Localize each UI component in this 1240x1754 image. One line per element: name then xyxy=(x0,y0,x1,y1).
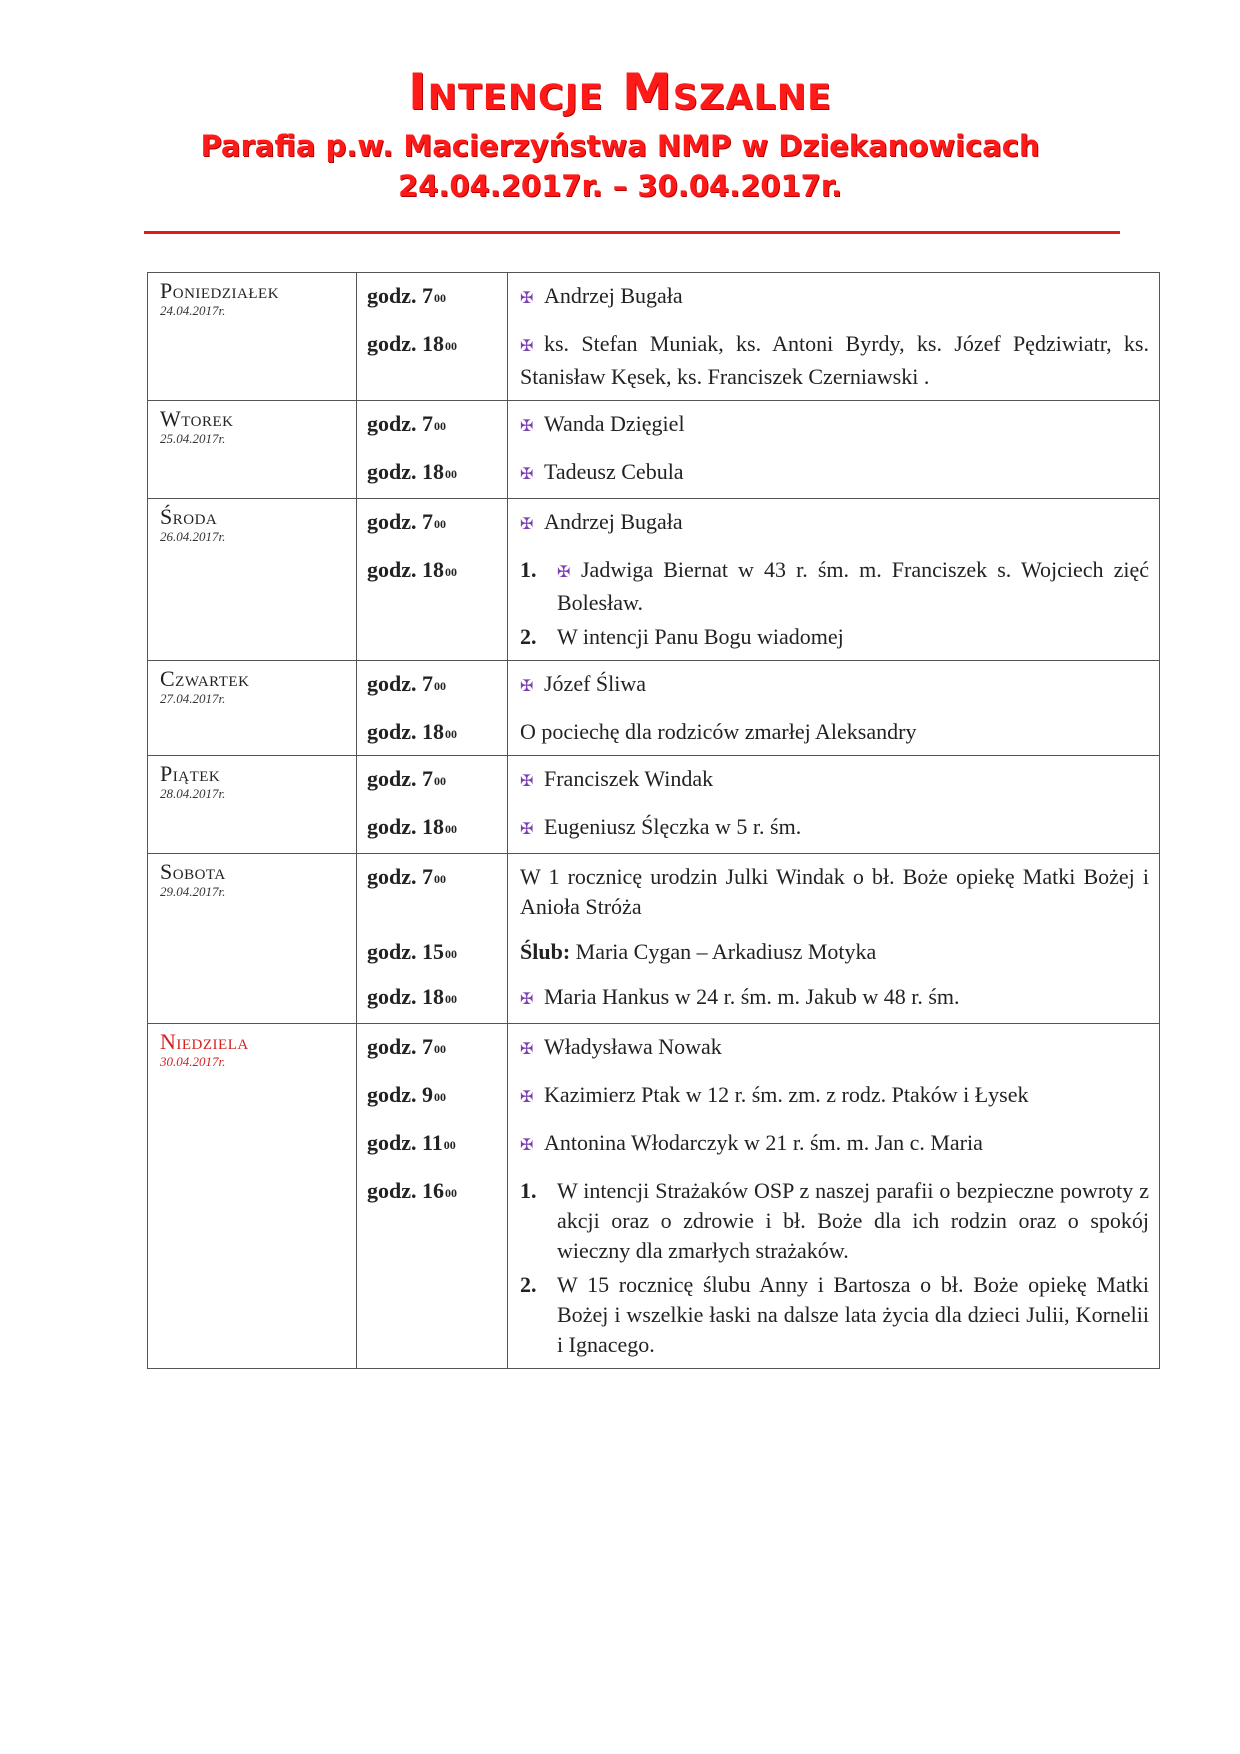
mass-time-minutes: 00 xyxy=(445,947,457,961)
day-date: 25.04.2017r. xyxy=(160,431,226,446)
intention-text-wrap xyxy=(557,1176,1149,1266)
day-date: 28.04.2017r. xyxy=(160,786,226,801)
mass-time-minutes: 00 xyxy=(443,1138,456,1152)
intention-text: Władysława Nowak xyxy=(544,1034,722,1059)
day-name: Sobota xyxy=(160,859,226,884)
day-date: 27.04.2017r. xyxy=(160,691,226,706)
mass-time-minutes: 00 xyxy=(434,1090,446,1104)
intention-number: 1. xyxy=(520,1178,537,1203)
intention-text: Kazimierz Ptak w 12 r. śm. zm. z rodz. Ptaków i Łysek xyxy=(544,1082,1029,1107)
intention-text-wrap xyxy=(520,507,1149,540)
mass-time-minutes: 00 xyxy=(445,467,457,481)
day-name: Poniedziałek xyxy=(160,278,280,303)
intention-item xyxy=(520,1270,1149,1360)
intention-item xyxy=(520,862,1149,922)
day-date: 30.04.2017r. xyxy=(160,1054,226,1069)
intention-text-wrap xyxy=(520,764,1149,797)
mass-time-hour: godz. 16 xyxy=(367,1178,444,1203)
intention-item xyxy=(520,1128,1149,1161)
cross-icon: ✠ xyxy=(520,991,534,1008)
date-range: 24.04.2017r. – 30.04.2017r. xyxy=(398,169,842,203)
intention-text-wrap xyxy=(557,555,1149,618)
intention-item xyxy=(520,982,1149,1015)
mass-time-hour: godz. 7 xyxy=(367,283,433,308)
mass-intentions xyxy=(520,1080,1149,1113)
intention-text-wrap xyxy=(520,1080,1149,1113)
intention-text: Andrzej Bugała xyxy=(544,509,683,534)
day-row xyxy=(148,854,1160,1024)
mass-time xyxy=(367,1128,507,1161)
cross-icon: ✠ xyxy=(520,1089,534,1106)
mass-time-minutes: 00 xyxy=(445,727,457,741)
mass-time-hour: godz. 18 xyxy=(367,984,444,1009)
mass-time-minutes: 00 xyxy=(434,517,446,531)
mass-time-hour: godz. 7 xyxy=(367,1034,433,1059)
mass-time-hour: godz. 7 xyxy=(367,766,433,791)
intentions-cell xyxy=(508,854,1160,1024)
mass-time-minutes: 00 xyxy=(445,339,457,353)
mass-time-minutes: 00 xyxy=(434,291,446,305)
intention-text: Wanda Dzięgiel xyxy=(544,411,685,436)
mass-intentions xyxy=(520,982,1149,1015)
day-row xyxy=(148,661,1160,756)
intention-item xyxy=(520,507,1149,540)
mass-time-minutes: 00 xyxy=(434,872,446,886)
mass-intentions xyxy=(520,555,1149,652)
intention-text: Jadwiga Biernat w 43 r. śm. m. Franciszek s. Wojciech zięć Bolesław. xyxy=(557,557,1149,615)
intentions-cell xyxy=(508,499,1160,661)
intentions-cell xyxy=(508,273,1160,401)
mass-time-hour: godz. 7 xyxy=(367,509,433,534)
intentions-cell xyxy=(508,401,1160,499)
mass-intentions xyxy=(520,1128,1149,1161)
times-cell xyxy=(357,401,508,499)
mass-time xyxy=(367,457,507,490)
mass-time-hour: godz. 11 xyxy=(367,1130,443,1155)
intention-item xyxy=(520,812,1149,845)
cross-icon: ✠ xyxy=(520,1137,534,1154)
intention-text: Maria Cygan – Arkadiusz Motyka xyxy=(575,939,877,964)
mass-time xyxy=(367,1176,507,1360)
intention-number: 1. xyxy=(520,557,537,582)
intention-text-wrap xyxy=(557,1270,1149,1360)
mass-time-minutes: 00 xyxy=(434,1042,446,1056)
day-name: Niedziela xyxy=(160,1029,249,1054)
mass-time-minutes: 00 xyxy=(434,774,446,788)
cross-icon: ✠ xyxy=(520,678,534,695)
intention-text-wrap xyxy=(520,937,1149,967)
intention-item xyxy=(520,937,1149,967)
mass-time xyxy=(367,1032,507,1065)
intention-text: Maria Hankus w 24 r. śm. m. Jakub w 48 r. śm. xyxy=(544,984,960,1009)
mass-time xyxy=(367,862,507,922)
mass-time xyxy=(367,507,507,540)
mass-intentions xyxy=(520,717,1149,747)
day-cell xyxy=(148,1024,357,1369)
mass-intentions xyxy=(520,812,1149,845)
intention-number: 2. xyxy=(520,624,537,649)
day-date: 24.04.2017r. xyxy=(160,303,226,318)
intention-item xyxy=(520,555,1149,618)
cross-icon: ✠ xyxy=(520,290,534,307)
mass-time xyxy=(367,329,507,392)
times-cell xyxy=(357,661,508,756)
mass-time-hour: godz. 18 xyxy=(367,459,444,484)
mass-time xyxy=(367,1080,507,1113)
mass-intentions xyxy=(520,862,1149,922)
day-name: Środa xyxy=(160,504,218,529)
document-title: Intencje Mszalne xyxy=(408,63,832,121)
intention-text-wrap xyxy=(520,329,1149,392)
mass-time xyxy=(367,982,507,1015)
intention-text: Eugeniusz Ślęczka w 5 r. śm. xyxy=(544,814,802,839)
intention-text-wrap xyxy=(520,281,1149,314)
mass-time-minutes: 00 xyxy=(445,1186,457,1200)
mass-intentions xyxy=(520,764,1149,797)
day-row xyxy=(148,756,1160,854)
wedding-label: Ślub: xyxy=(520,939,571,964)
mass-time-hour: godz. 7 xyxy=(367,411,433,436)
intentions-cell xyxy=(508,661,1160,756)
intention-text-wrap xyxy=(520,717,1149,747)
mass-time xyxy=(367,937,507,967)
intention-item xyxy=(520,622,1149,652)
intention-item xyxy=(520,669,1149,702)
intention-item xyxy=(520,1176,1149,1266)
intention-item xyxy=(520,717,1149,747)
mass-intentions xyxy=(520,1032,1149,1065)
intention-item xyxy=(520,1032,1149,1065)
mass-time xyxy=(367,669,507,702)
mass-time-minutes: 00 xyxy=(445,822,457,836)
intention-item xyxy=(520,1080,1149,1113)
mass-time-minutes: 00 xyxy=(434,419,446,433)
intention-text-wrap xyxy=(520,812,1149,845)
mass-time-hour: godz. 7 xyxy=(367,864,433,889)
intention-text: O pociechę dla rodziców zmarłej Aleksandry xyxy=(520,719,917,744)
intention-item xyxy=(520,281,1149,314)
mass-intentions xyxy=(520,409,1149,442)
mass-time xyxy=(367,812,507,845)
mass-intentions xyxy=(520,669,1149,702)
day-row xyxy=(148,401,1160,499)
mass-time-minutes: 00 xyxy=(445,992,457,1006)
day-row xyxy=(148,499,1160,661)
mass-intentions xyxy=(520,937,1149,967)
intention-text: Andrzej Bugała xyxy=(544,283,683,308)
intention-text-wrap xyxy=(557,622,1149,652)
day-date: 29.04.2017r. xyxy=(160,884,226,899)
day-cell xyxy=(148,401,357,499)
intention-text: Antonina Włodarczyk w 21 r. śm. m. Jan c. Maria xyxy=(544,1130,983,1155)
day-cell xyxy=(148,756,357,854)
intention-text-wrap xyxy=(520,862,1149,922)
mass-time xyxy=(367,281,507,314)
mass-time-hour: godz. 18 xyxy=(367,557,444,582)
day-cell xyxy=(148,854,357,1024)
mass-time-hour: godz. 18 xyxy=(367,719,444,744)
day-row xyxy=(148,273,1160,401)
parish-name: Parafia p.w. Macierzyństwa NMP w Dziekanowicach xyxy=(200,129,1040,163)
cross-icon: ✠ xyxy=(520,466,534,483)
times-cell xyxy=(357,1024,508,1369)
times-cell xyxy=(357,854,508,1024)
times-cell xyxy=(357,273,508,401)
intentions-cell xyxy=(508,1024,1160,1369)
mass-time-hour: godz. 18 xyxy=(367,814,444,839)
intention-text: Józef Śliwa xyxy=(544,671,647,696)
intention-text-wrap xyxy=(520,409,1149,442)
intention-text-wrap xyxy=(520,1128,1149,1161)
day-name: Piątek xyxy=(160,761,221,786)
mass-time-minutes: 00 xyxy=(445,565,457,579)
mass-intentions-table xyxy=(147,272,1160,1369)
document-header xyxy=(0,62,1240,206)
intention-item xyxy=(520,764,1149,797)
intention-text-wrap xyxy=(520,982,1149,1015)
mass-time xyxy=(367,409,507,442)
cross-icon: ✠ xyxy=(520,418,534,435)
mass-intentions xyxy=(520,329,1149,392)
intention-text: W intencji Strażaków OSP z naszej parafii o bezpieczne powroty z akcji oraz o zdrowie i bł. Boże dla ich rodzin oraz o spokój wieczny dla zmarłych strażaków. xyxy=(557,1178,1149,1263)
day-cell xyxy=(148,499,357,661)
intention-text: Franciszek Windak xyxy=(544,766,714,791)
cross-icon: ✠ xyxy=(520,773,534,790)
day-cell xyxy=(148,273,357,401)
intention-text-wrap xyxy=(520,457,1149,490)
intention-item xyxy=(520,457,1149,490)
header-divider xyxy=(144,231,1120,234)
mass-time xyxy=(367,717,507,747)
times-cell xyxy=(357,499,508,661)
day-date: 26.04.2017r. xyxy=(160,529,226,544)
intention-text: W intencji Panu Bogu wiadomej xyxy=(557,624,844,649)
intention-item xyxy=(520,329,1149,392)
cross-icon: ✠ xyxy=(520,516,534,533)
day-row xyxy=(148,1024,1160,1369)
cross-icon: ✠ xyxy=(520,338,534,355)
cross-icon: ✠ xyxy=(520,821,534,838)
intentions-cell xyxy=(508,756,1160,854)
intention-text: Tadeusz Cebula xyxy=(544,459,684,484)
day-cell xyxy=(148,661,357,756)
intention-text: W 15 rocznicę ślubu Anny i Bartosza o bł. Boże opiekę Matki Bożej i wszelkie łaski na dalsze lata życia dla dzieci Julii, Kornelii i Ignacego. xyxy=(557,1272,1149,1357)
times-cell xyxy=(357,756,508,854)
mass-time-hour: godz. 15 xyxy=(367,939,444,964)
mass-intentions xyxy=(520,457,1149,490)
intention-item xyxy=(520,409,1149,442)
intention-text: W 1 rocznicę urodzin Julki Windak o bł. Boże opiekę Matki Bożej i Anioła Stróża xyxy=(520,864,1149,919)
cross-icon: ✠ xyxy=(557,564,571,581)
intention-text-wrap xyxy=(520,669,1149,702)
intention-text: ks. Stefan Muniak, ks. Antoni Byrdy, ks. Józef Pędziwiatr, ks. Stanisław Kęsek, ks. Franciszek Czerniawski . xyxy=(520,331,1149,389)
mass-intentions xyxy=(520,1176,1149,1360)
intention-text-wrap xyxy=(520,1032,1149,1065)
mass-time xyxy=(367,764,507,797)
mass-time-minutes: 00 xyxy=(434,679,446,693)
mass-time xyxy=(367,555,507,652)
mass-time-hour: godz. 9 xyxy=(367,1082,433,1107)
intention-number: 2. xyxy=(520,1272,537,1297)
mass-time-hour: godz. 7 xyxy=(367,671,433,696)
mass-intentions xyxy=(520,281,1149,314)
mass-time-hour: godz. 18 xyxy=(367,331,444,356)
day-name: Czwartek xyxy=(160,666,250,691)
day-name: Wtorek xyxy=(160,406,234,431)
mass-intentions xyxy=(520,507,1149,540)
cross-icon: ✠ xyxy=(520,1041,534,1058)
